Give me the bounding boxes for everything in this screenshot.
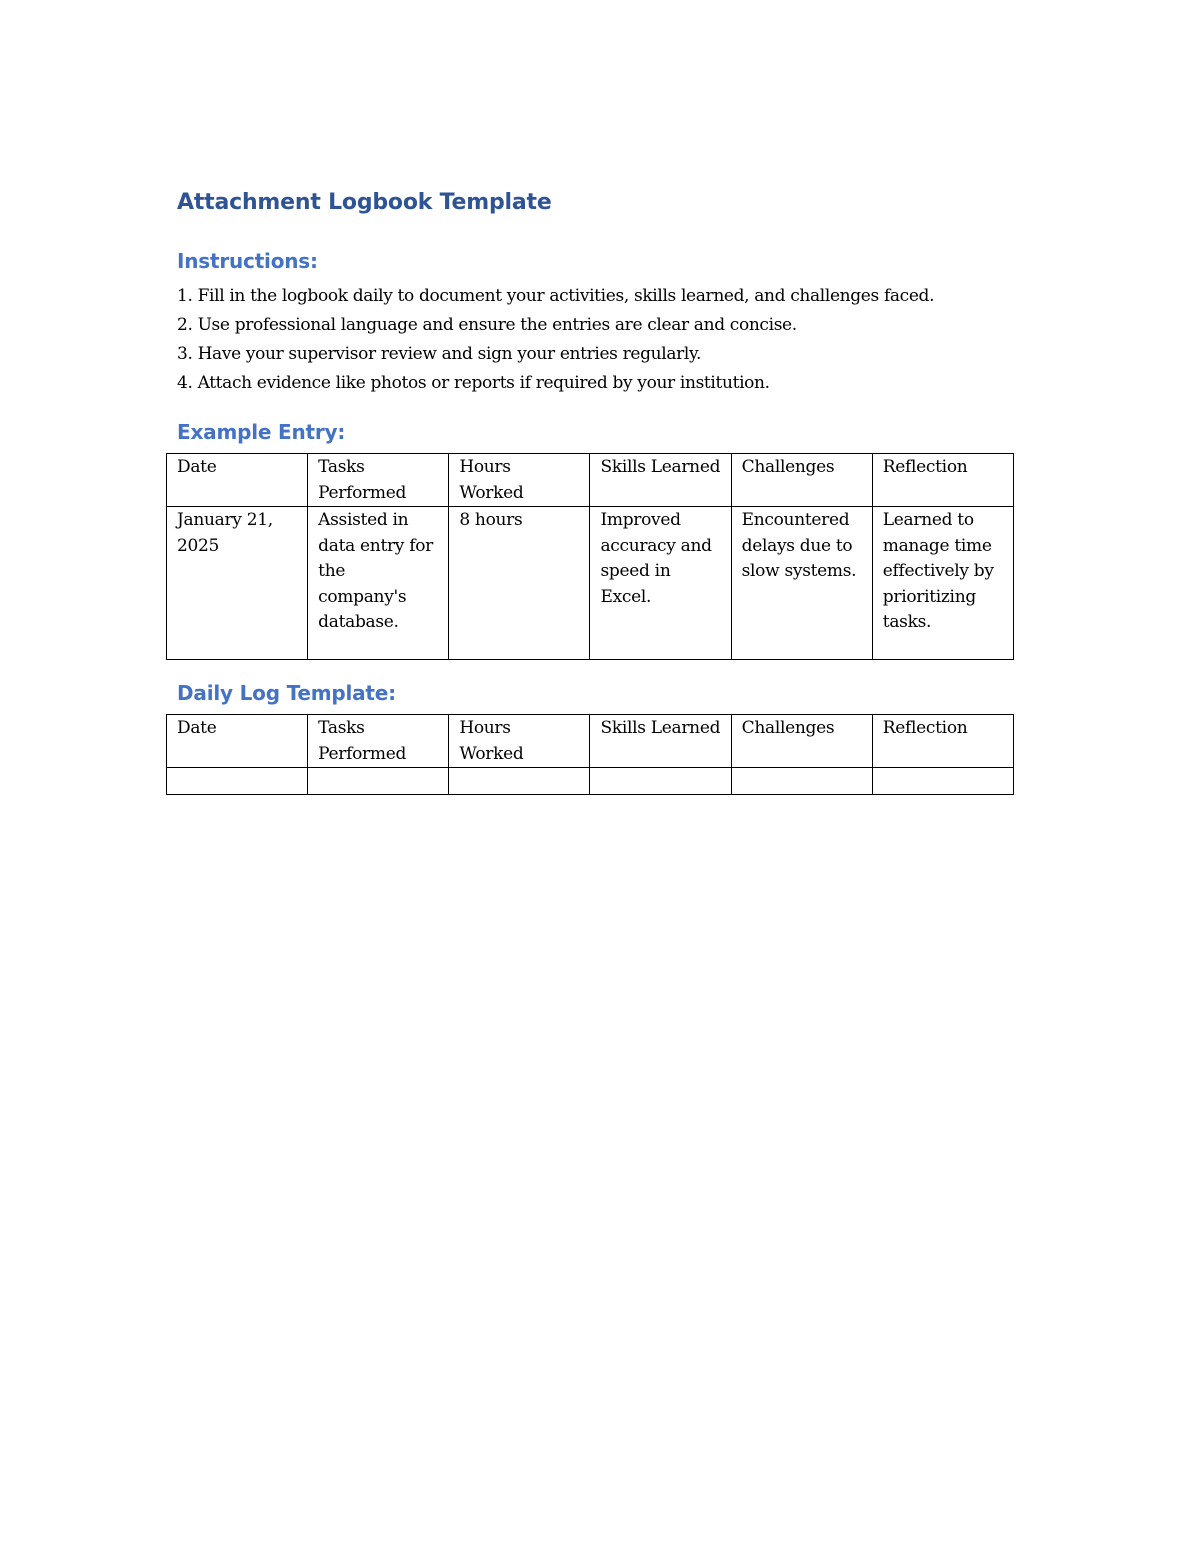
daily-log-table bbox=[166, 714, 1014, 795]
instruction-item: 2. Use professional language and ensure the entries are clear and concise. bbox=[177, 315, 797, 335]
daily-log-heading: Daily Log Template: bbox=[177, 681, 396, 705]
cell-skills[interactable] bbox=[590, 768, 731, 795]
table-row bbox=[167, 768, 1014, 795]
cell-reflection: Learned to manage time effectively by prioritizing tasks. bbox=[872, 507, 1013, 660]
column-header-challenges: Challenges bbox=[731, 454, 872, 507]
example-entry-heading: Example Entry: bbox=[177, 420, 346, 444]
column-header-date: Date bbox=[167, 454, 308, 507]
column-header-skills: Skills Learned bbox=[590, 715, 731, 768]
column-header-tasks: Tasks Performed bbox=[308, 715, 449, 768]
column-header-date: Date bbox=[167, 715, 308, 768]
table-row bbox=[167, 507, 1014, 660]
cell-tasks: Assisted in data entry for the company's database. bbox=[308, 507, 449, 660]
cell-reflection[interactable] bbox=[872, 768, 1013, 795]
instruction-item: 3. Have your supervisor review and sign your entries regularly. bbox=[177, 344, 702, 364]
instructions-list bbox=[177, 283, 934, 399]
column-header-reflection: Reflection bbox=[872, 454, 1013, 507]
cell-skills: Improved accuracy and speed in Excel. bbox=[590, 507, 731, 660]
column-header-challenges: Challenges bbox=[731, 715, 872, 768]
column-header-skills: Skills Learned bbox=[590, 454, 731, 507]
cell-hours: 8 hours bbox=[449, 507, 590, 660]
table-header-row bbox=[167, 454, 1014, 507]
instructions-heading: Instructions: bbox=[177, 249, 318, 273]
column-header-reflection: Reflection bbox=[872, 715, 1013, 768]
instruction-item: 1. Fill in the logbook daily to document your activities, skills learned, and challenges faced. bbox=[177, 286, 935, 306]
cell-tasks[interactable] bbox=[308, 768, 449, 795]
cell-date[interactable] bbox=[167, 768, 308, 795]
cell-date: January 21, 2025 bbox=[167, 507, 308, 660]
table-header-row bbox=[167, 715, 1014, 768]
column-header-hours: Hours Worked bbox=[449, 715, 590, 768]
column-header-hours: Hours Worked bbox=[449, 454, 590, 507]
example-entry-table bbox=[166, 453, 1014, 660]
column-header-tasks: Tasks Performed bbox=[308, 454, 449, 507]
cell-challenges[interactable] bbox=[731, 768, 872, 795]
document-title: Attachment Logbook Template bbox=[177, 190, 552, 215]
cell-hours[interactable] bbox=[449, 768, 590, 795]
instruction-item: 4. Attach evidence like photos or reports if required by your institution. bbox=[177, 373, 770, 393]
cell-challenges: Encountered delays due to slow systems. bbox=[731, 507, 872, 660]
